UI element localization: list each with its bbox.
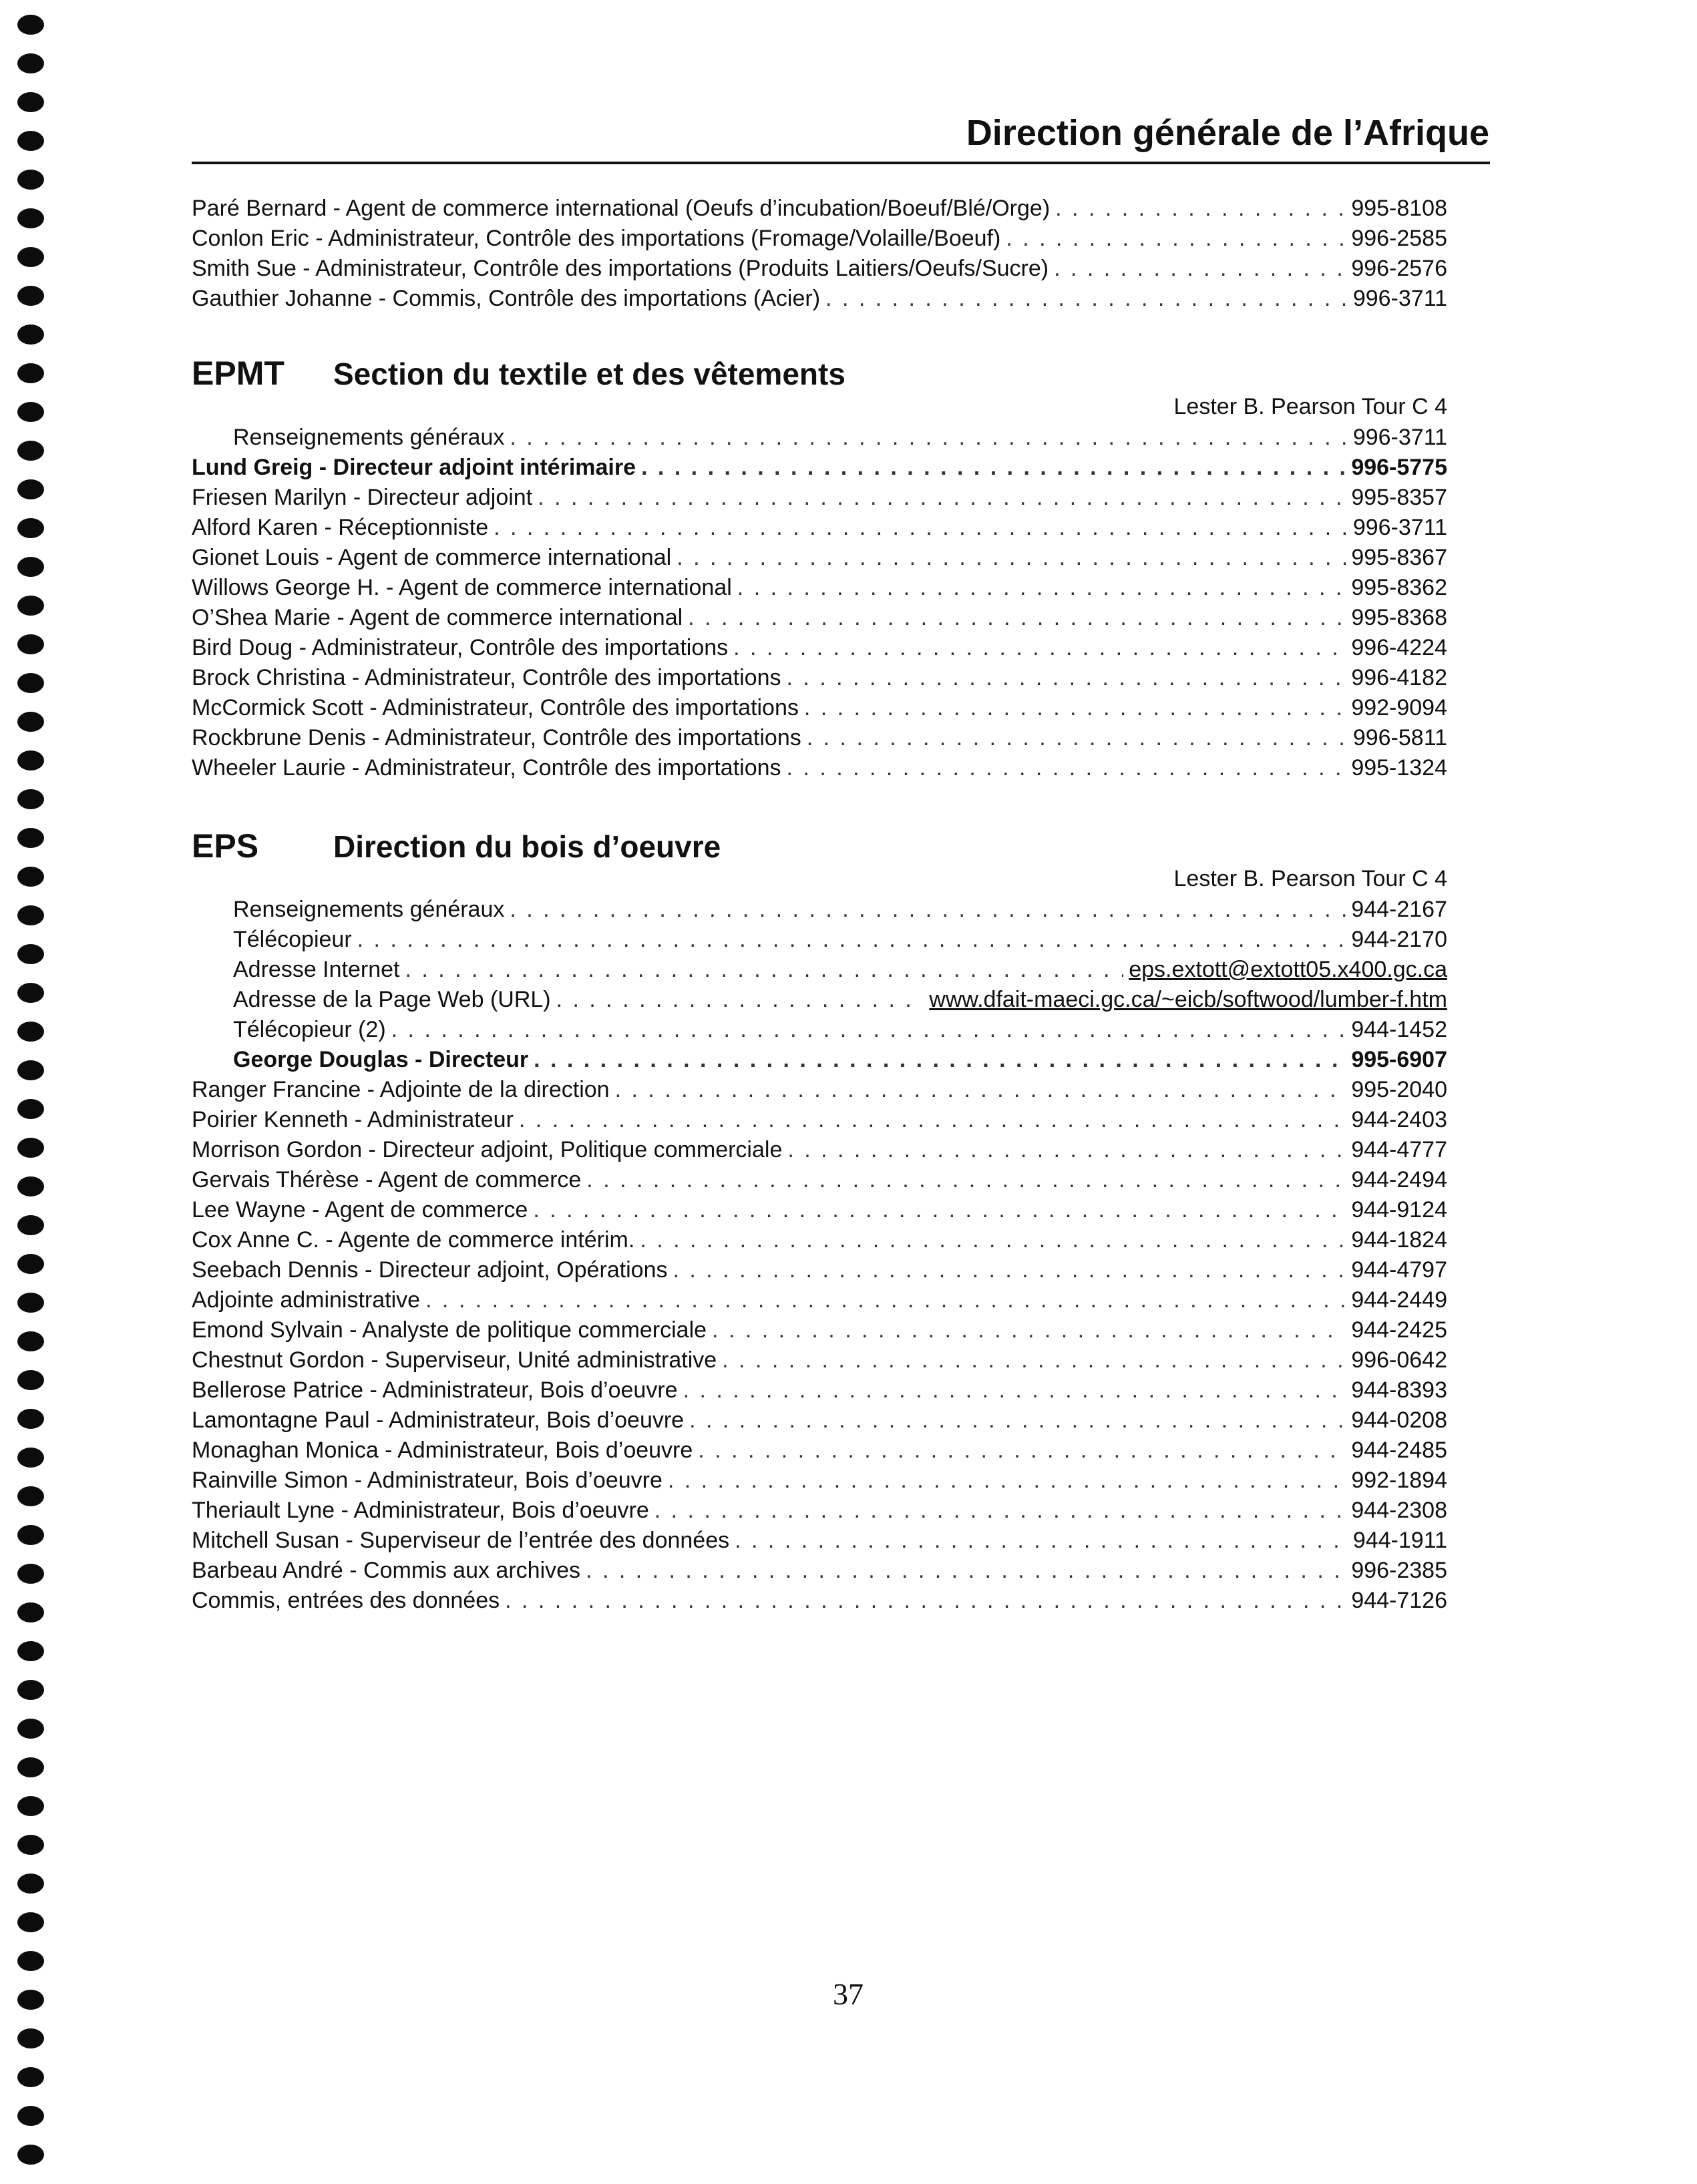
list-item: Lund Greig - Directeur adjoint intérimaire . . . 996-5775 xyxy=(192,453,1447,483)
list-item: Commis, entrées des données . . . 944-7126 xyxy=(192,1586,1447,1616)
binder-hole xyxy=(17,15,44,35)
list-item: Bird Doug - Administrateur, Contrôle des importations . . . 996-4224 xyxy=(192,633,1447,663)
binder-hole xyxy=(17,2067,44,2087)
binder-hole xyxy=(17,983,44,1003)
list-item: Emond Sylvain - Analyste de politique commerciale . . . 944-2425 xyxy=(192,1315,1447,1345)
binder-hole xyxy=(17,131,44,151)
binder-holes xyxy=(17,15,44,2165)
binder-hole xyxy=(17,750,44,771)
binder-hole xyxy=(17,518,44,538)
list-item: Seebach Dennis - Directeur adjoint, Opérations . . . 944-4797 xyxy=(192,1255,1447,1285)
list-item: Poirier Kenneth - Administrateur . . . 944-2403 xyxy=(192,1105,1447,1135)
list-item: Mitchell Susan - Superviseur de l’entrée des données . . . 944-1911 xyxy=(192,1526,1447,1556)
binder-hole xyxy=(17,1448,44,1468)
list-item: Rockbrune Denis - Administrateur, Contrôle des importations . . . 996-5811 xyxy=(192,723,1447,753)
binder-hole xyxy=(17,634,44,654)
binder-hole xyxy=(17,1409,44,1429)
binder-hole xyxy=(17,1022,44,1042)
header-rule xyxy=(192,162,1490,164)
page-header-title: Direction générale de l’Afrique xyxy=(966,113,1489,153)
binder-hole xyxy=(17,1951,44,1971)
binder-hole xyxy=(17,1215,44,1235)
binder-hole xyxy=(17,1874,44,1894)
binder-hole xyxy=(17,479,44,499)
list-item: Willows George H. - Agent de commerce international . . . 995-8362 xyxy=(192,573,1447,603)
binder-hole xyxy=(17,2145,44,2165)
list-item: Renseignements généraux . . . 944-2167 xyxy=(192,895,1447,925)
email-link[interactable]: eps.extott@extott05.x400.gc.ca xyxy=(1129,957,1447,982)
list-item: Gauthier Johanne - Commis, Contrôle des importations (Acier) . . . 996-3711 xyxy=(192,284,1447,314)
binder-hole xyxy=(17,1641,44,1661)
list-item: Paré Bernard - Agent de commerce international (Oeufs d’incubation/Boeuf/Blé/Orge) . . . 995-8108 xyxy=(192,194,1447,224)
binder-hole xyxy=(17,247,44,267)
list-item: Ranger Francine - Adjointe de la direction . . . 995-2040 xyxy=(192,1075,1447,1105)
list-item: George Douglas - Directeur . . . 995-6907 xyxy=(192,1045,1447,1075)
list-item: Alford Karen - Réceptionniste . . . 996-3711 xyxy=(192,513,1447,543)
list-item: Bellerose Patrice - Administrateur, Bois d’oeuvre . . . 944-8393 xyxy=(192,1375,1447,1405)
binder-hole xyxy=(17,1293,44,1313)
list-item: Friesen Marilyn - Directeur adjoint . . . 995-8357 xyxy=(192,483,1447,513)
binder-hole xyxy=(17,557,44,577)
list-item: Monaghan Monica - Administrateur, Bois d’oeuvre . . . 944-2485 xyxy=(192,1436,1447,1466)
list-item: Télécopieur (2) . . . 944-1452 xyxy=(192,1015,1447,1045)
binder-hole xyxy=(17,712,44,732)
binder-hole xyxy=(17,905,44,925)
binder-hole xyxy=(17,1254,44,1274)
section-heading-eps xyxy=(192,827,721,865)
binder-hole xyxy=(17,208,44,228)
binder-hole xyxy=(17,170,44,190)
list-item: Adjointe administrative . . . 944-2449 xyxy=(192,1285,1447,1315)
binder-hole xyxy=(17,1990,44,2010)
list-item: Lee Wayne - Agent de commerce . . . 944-9124 xyxy=(192,1195,1447,1225)
binder-hole xyxy=(17,1176,44,1196)
section-code: EPMT xyxy=(192,355,285,392)
epmt-entries xyxy=(192,423,1447,783)
binder-hole xyxy=(17,1486,44,1506)
list-item: Gervais Thérèse - Agent de commerce . . . 944-2494 xyxy=(192,1165,1447,1195)
list-item: O’Shea Marie - Agent de commerce international . . . 995-8368 xyxy=(192,603,1447,633)
binder-hole xyxy=(17,1370,44,1390)
list-item: Brock Christina - Administrateur, Contrôle des importations . . . 996-4182 xyxy=(192,663,1447,693)
binder-hole xyxy=(17,1796,44,1816)
section-location: Lester B. Pearson Tour C 4 xyxy=(1173,394,1447,419)
binder-hole xyxy=(17,2028,44,2048)
binder-hole xyxy=(17,363,44,383)
list-item: Morrison Gordon - Directeur adjoint, Politique commerciale . . . 944-4777 xyxy=(192,1135,1447,1165)
binder-hole xyxy=(17,828,44,848)
binder-hole xyxy=(17,1602,44,1622)
list-item: Adresse Internet . . . eps.extott@extott05.x400.gc.ca xyxy=(192,955,1447,985)
binder-hole xyxy=(17,1099,44,1119)
binder-hole xyxy=(17,441,44,461)
binder-hole xyxy=(17,1719,44,1739)
binder-hole xyxy=(17,1564,44,1584)
binder-hole xyxy=(17,944,44,964)
binder-hole xyxy=(17,867,44,887)
binder-hole xyxy=(17,53,44,73)
binder-hole xyxy=(17,1525,44,1545)
binder-hole xyxy=(17,1680,44,1700)
section-location: Lester B. Pearson Tour C 4 xyxy=(1173,866,1447,891)
binder-hole xyxy=(17,286,44,306)
list-item: Télécopieur . . . 944-2170 xyxy=(192,925,1447,955)
page-number: 37 xyxy=(833,1977,864,2011)
binder-hole xyxy=(17,789,44,809)
list-item: Gionet Louis - Agent de commerce international . . . 995-8367 xyxy=(192,543,1447,573)
binder-hole xyxy=(17,402,44,422)
list-item: Lamontagne Paul - Administrateur, Bois d’oeuvre . . . 944-0208 xyxy=(192,1405,1447,1436)
section-title: Direction du bois d’oeuvre xyxy=(333,829,721,864)
section-heading-epmt xyxy=(192,354,845,393)
binder-hole xyxy=(17,1331,44,1351)
binder-hole xyxy=(17,1757,44,1777)
list-item: Conlon Eric - Administrateur, Contrôle des importations (Fromage/Volaille/Boeuf) . . . 996-2585 xyxy=(192,224,1447,254)
list-item: Chestnut Gordon - Superviseur, Unité administrative . . . 996-0642 xyxy=(192,1345,1447,1375)
binder-hole xyxy=(17,1138,44,1158)
list-item: Wheeler Laurie - Administrateur, Contrôle des importations . . . 995-1324 xyxy=(192,753,1447,783)
web-link[interactable]: www.dfait-maeci.gc.ca/~eicb/softwood/lumber-f.htm xyxy=(929,987,1447,1012)
list-item: Adresse de la Page Web (URL) . . . www.dfait-maeci.gc.ca/~eicb/softwood/lumber-f.htm xyxy=(192,985,1447,1015)
list-item: Rainville Simon - Administrateur, Bois d’oeuvre . . . 992-1894 xyxy=(192,1466,1447,1496)
binder-hole xyxy=(17,1912,44,1932)
list-item: Smith Sue - Administrateur, Contrôle des importations (Produits Laitiers/Oeufs/Sucre) . . . 996-2576 xyxy=(192,254,1447,284)
continued-entries xyxy=(192,194,1447,314)
section-title: Section du textile et des vêtements xyxy=(333,357,845,391)
binder-hole xyxy=(17,673,44,693)
list-item: Barbeau André - Commis aux archives . . . 996-2385 xyxy=(192,1556,1447,1586)
list-item: Theriault Lyne - Administrateur, Bois d’oeuvre . . . 944-2308 xyxy=(192,1496,1447,1526)
list-item: Renseignements généraux . . . 996-3711 xyxy=(192,423,1447,453)
binder-hole xyxy=(17,92,44,112)
list-item: McCormick Scott - Administrateur, Contrôle des importations . . . 992-9094 xyxy=(192,693,1447,723)
binder-hole xyxy=(17,1060,44,1080)
section-code: EPS xyxy=(192,827,259,865)
list-item: Cox Anne C. - Agente de commerce intérim. . . . 944-1824 xyxy=(192,1225,1447,1255)
binder-hole xyxy=(17,596,44,616)
binder-hole xyxy=(17,1835,44,1855)
eps-entries xyxy=(192,895,1447,1616)
binder-hole xyxy=(17,2106,44,2126)
binder-hole xyxy=(17,324,44,345)
